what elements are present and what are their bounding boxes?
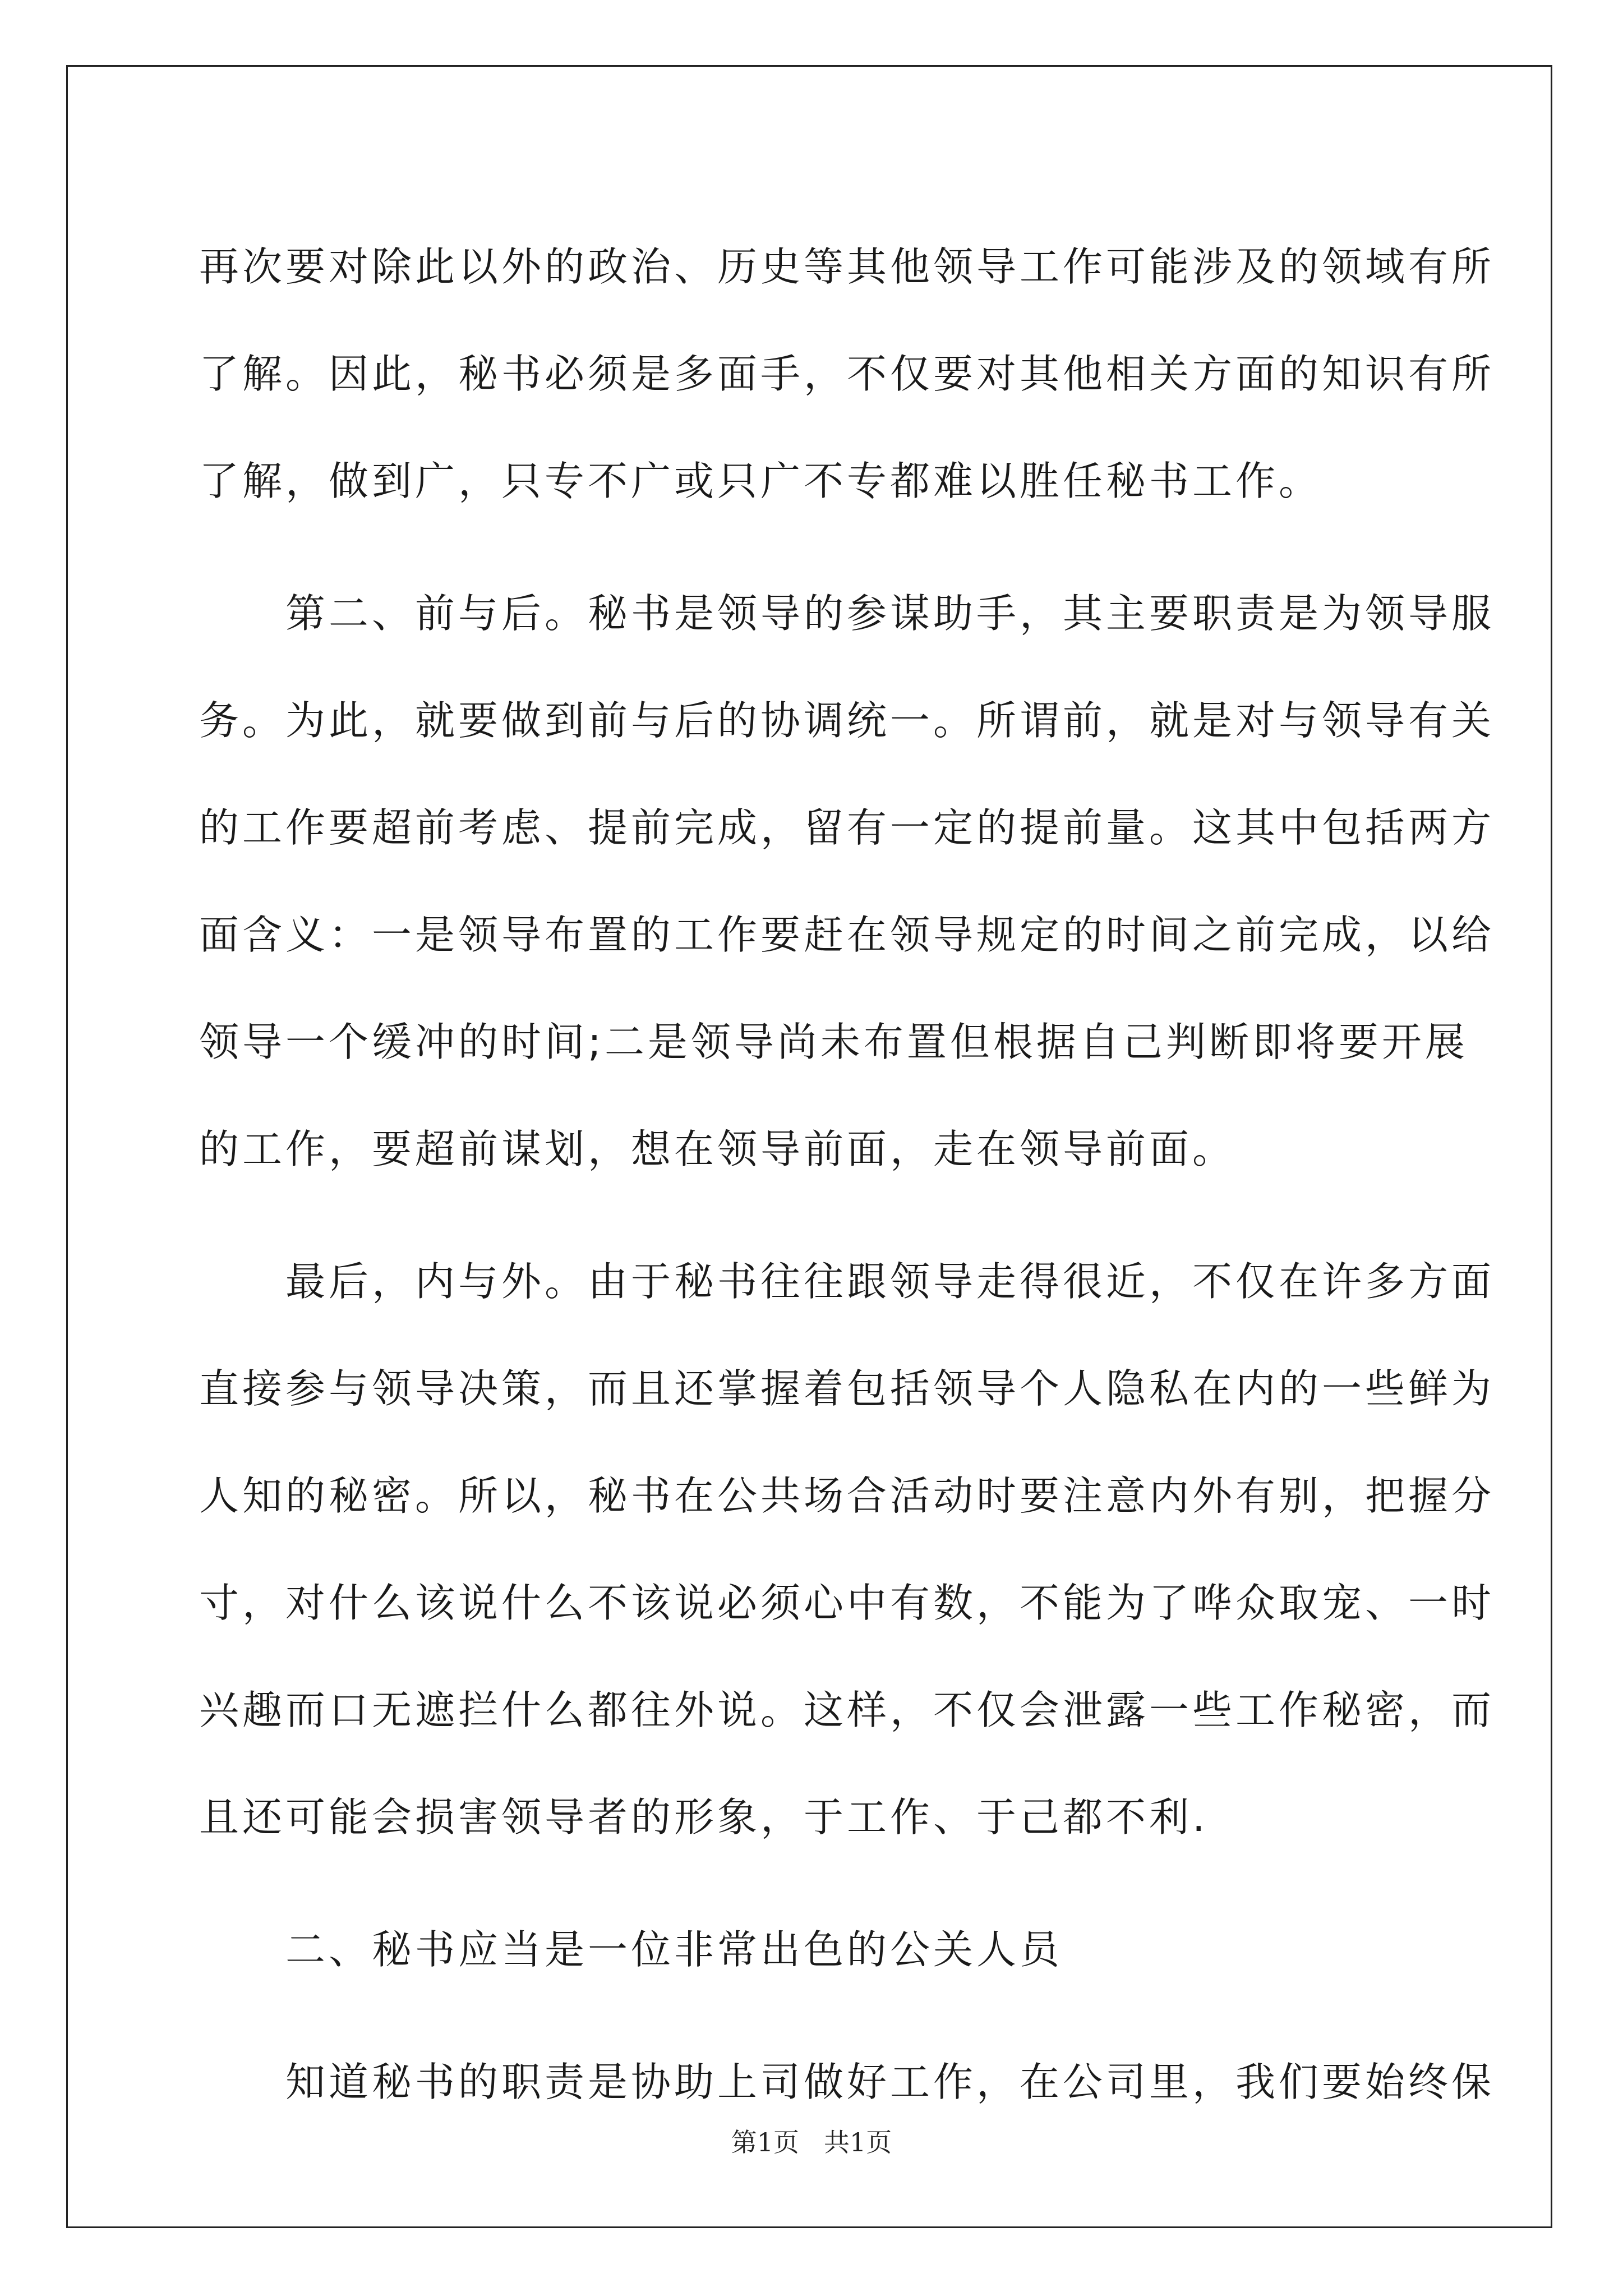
document-body	[199, 213, 1495, 2136]
text-line: 务。为此，就要做到前与后的协调统一。所谓前，就是对与领导有关	[199, 697, 1495, 744]
paragraph-first-line: 知道秘书的职责是协助上司做好工作，在公司里，我们要始终保	[199, 2059, 1495, 2105]
text-line: 寸，对什么该说什么不该说必须心中有数，不能为了哗众取宠、一时	[199, 1580, 1495, 1626]
section-heading: 二、秘书应当是一位非常出色的公关人员	[199, 1926, 1063, 1973]
text-line: 且还可能会损害领导者的形象，于工作、于己都不利.	[199, 1794, 1209, 1841]
page-footer	[0, 2122, 1623, 2159]
text-line: 了解。因此，秘书必须是多面手，不仅要对其他相关方面的知识有所	[199, 351, 1495, 397]
paragraph-first-line: 最后，内与外。由于秘书往往跟领导走得很近，不仅在许多方面	[199, 1258, 1495, 1305]
text-line: 直接参与领导决策，而且还掌握着包括领导个人隐私在内的一些鲜为	[199, 1365, 1495, 1412]
page-number: 第1页	[731, 2127, 800, 2157]
text-line: 兴趣而口无遮拦什么都往外说。这样，不仅会泄露一些工作秘密，而	[199, 1687, 1495, 1733]
text-line: 面含义：一是领导布置的工作要赶在领导规定的时间之前完成，以给	[199, 912, 1495, 958]
text-line: 人知的秘密。所以，秘书在公共场合活动时要注意内外有别，把握分	[199, 1473, 1495, 1519]
text-line: 的工作，要超前谋划，想在领导前面，走在领导前面。	[199, 1126, 1236, 1172]
text-line: 再次要对除此以外的政治、历史等其他领导工作可能涉及的领域有所	[199, 243, 1495, 290]
text-line: 领导一个缓冲的时间;二是领导尚未布置但根据自己判断即将要开展	[199, 1019, 1468, 1065]
page-total: 共1页	[823, 2127, 892, 2157]
text-line: 的工作要超前考虑、提前完成，留有一定的提前量。这其中包括两方	[199, 804, 1495, 851]
paragraph-first-line: 第二、前与后。秘书是领导的参谋助手，其主要职责是为领导服	[199, 590, 1495, 637]
text-line: 了解，做到广，只专不广或只广不专都难以胜任秘书工作。	[199, 458, 1322, 504]
